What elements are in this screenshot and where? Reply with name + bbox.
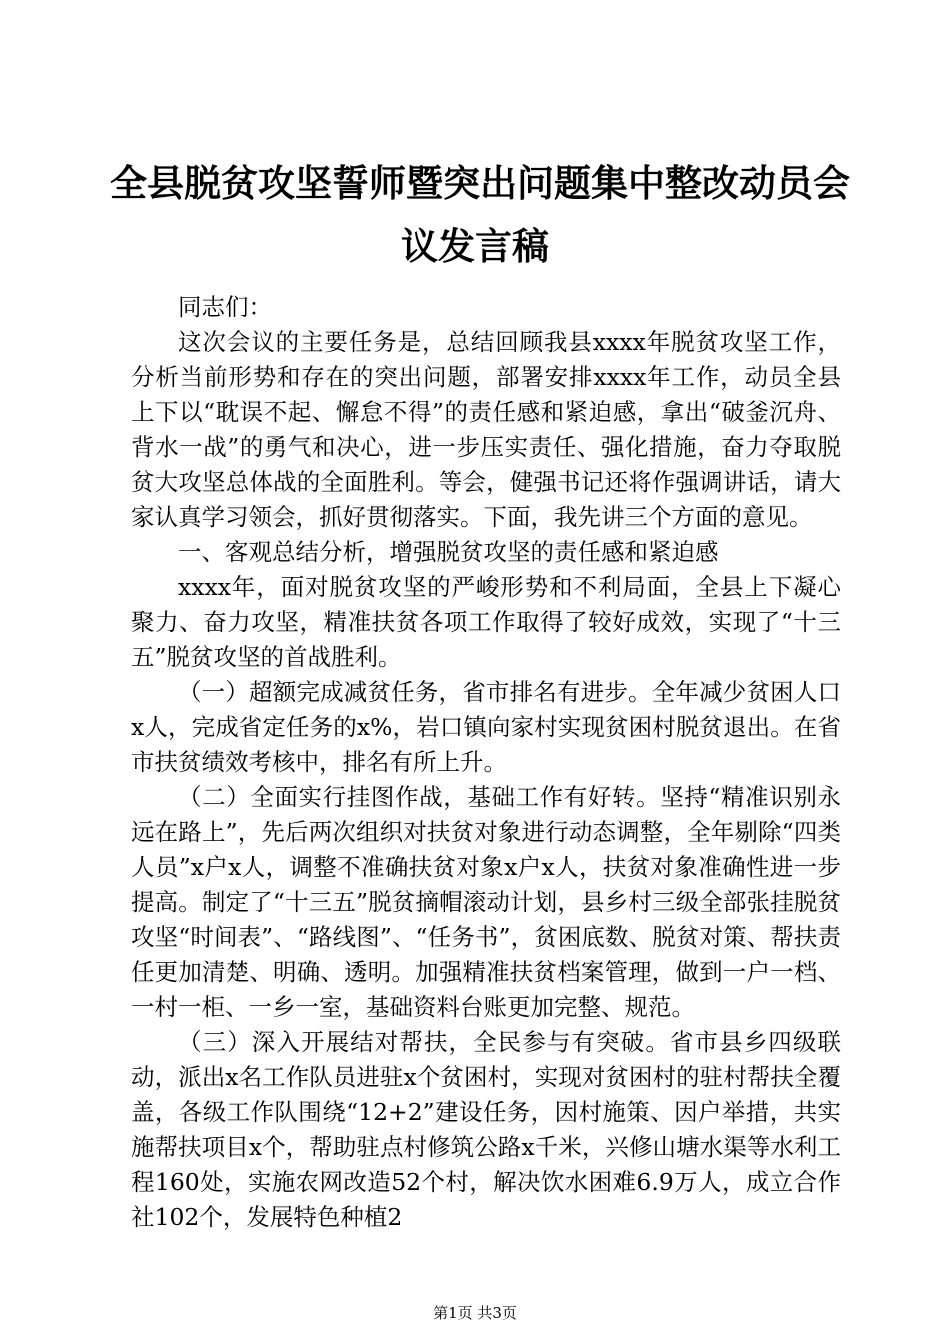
body-paragraph: 这次会议的主要任务是，总结回顾我县xxxx年脱贫攻坚工作，分析当前形势和存在的突出问题，部署安排xxxx年工作，动员全县上下以“耽误不起、懈怠不得”的责任感和紧迫感，拿出“破釜沉舟、背水一战”的勇气和决心，进一步压实责任、强化措施，奋力夺取脱贫大攻坚总体战的全面胜利。等会，健强书记还将作强调讲话，请大家认真学习领会，抓好贯彻落实。下面，我先讲三个方面的意见。	[131, 328, 841, 531]
body-paragraph: （二）全面实行挂图作战，基础工作有好转。坚持“精准识别永远在路上”，先后两次组织对扶贫对象进行动态调整，全年剔除“四类人员”x户x人，调整不准确扶贫对象x户x人，扶贫对象准确性进一步提高。制定了“十三五”脱贫摘帽滚动计划，县乡村三级全部张挂脱贫攻坚“时间表”、“路线图”、“任务书”，贫困底数、脱贫对策、帮扶责任更加清楚、明确、透明。加强精准扶贫档案管理，做到一户一档、一村一柜、一乡一室，基础资料台账更加完整、规范。	[131, 783, 841, 1021]
section-heading: 一、客观总结分析，增强脱贫攻坚的责任感和紧迫感	[178, 538, 719, 566]
document-body	[131, 290, 841, 1235]
document-title-line-2: 议发言稿	[401, 224, 549, 268]
page-number-footer: 第1页 共3页	[433, 1304, 517, 1322]
body-paragraph: （一）超额完成减贫任务，省市排名有进步。全年减少贫困人口x人，完成省定任务的x%，岩口镇向家村实现贫困村脱贫退出。在省市扶贫绩效考核中，排名有所上升。	[131, 678, 841, 776]
body-paragraph: xxxx年，面对脱贫攻坚的严峻形势和不利局面，全县上下凝心聚力、奋力攻坚，精准扶贫各项工作取得了较好成效，实现了“十三五”脱贫攻坚的首战胜利。	[131, 573, 841, 671]
salutation: 同志们：	[178, 293, 272, 321]
document-title-line-1: 全县脱贫攻坚誓师暨突出问题集中整改动员会	[110, 161, 850, 205]
body-paragraph: （三）深入开展结对帮扶，全民参与有突破。省市县乡四级联动，派出x名工作队员进驻x个贫困村，实现对贫困村的驻村帮扶全覆盖，各级工作队围绕“12+2”建设任务，因村施策、因户举措，共实施帮扶项目x个，帮助驻点村修筑公路x千米，兴修山塘水渠等水利工程160处，实施农网改造52个村，解决饮水困难6.9万人，成立合作社102个，发展特色种植2	[131, 1028, 841, 1231]
